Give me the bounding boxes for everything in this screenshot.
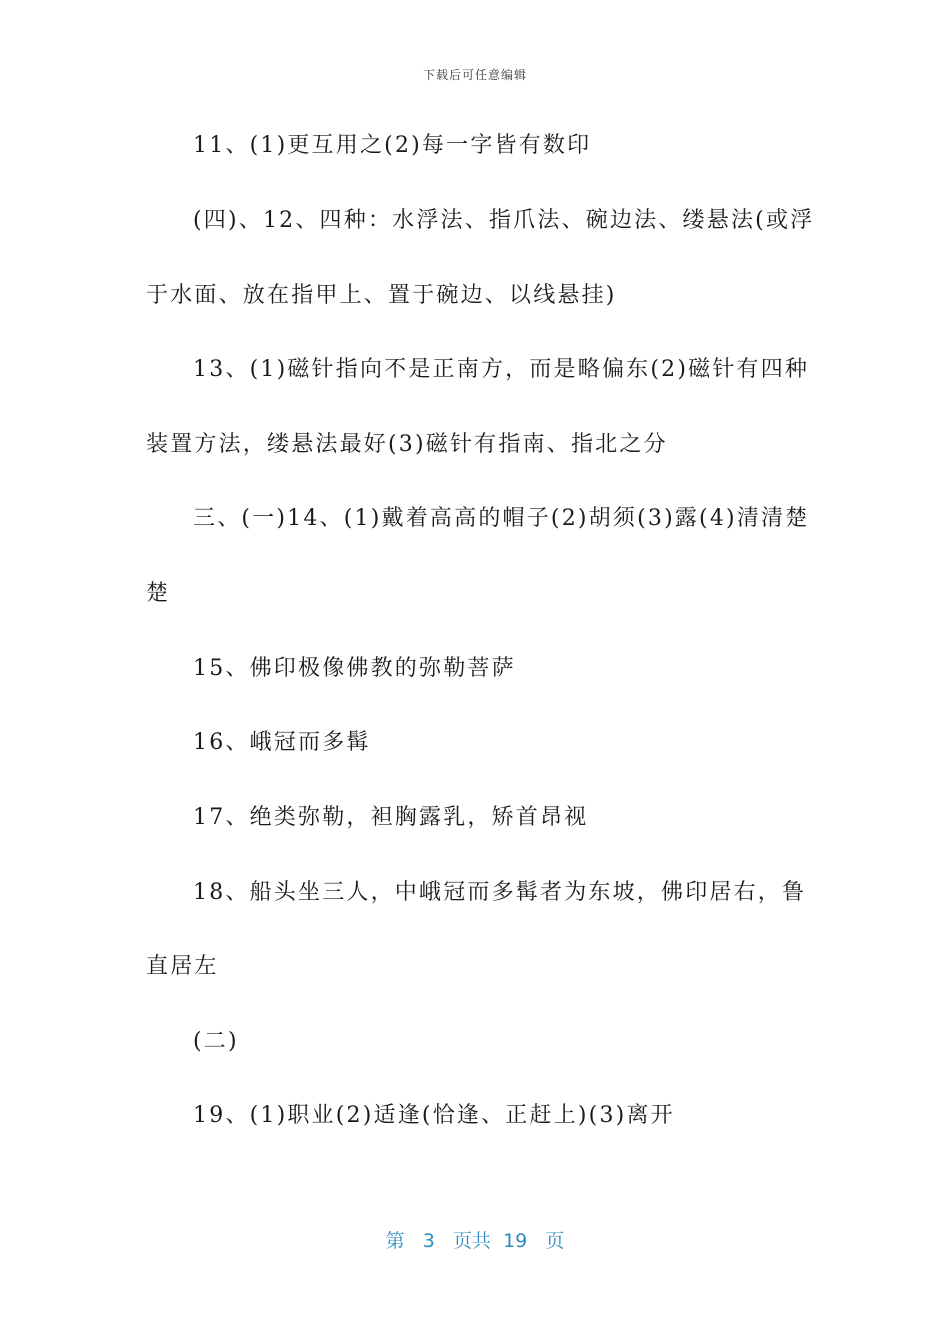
footer-middle: 页共 <box>452 1230 491 1252</box>
answer-line-13: 13、(1)磁针指向不是正南方，而是略偏东(2)磁针有四种 <box>193 357 810 382</box>
answer-line-13-cont: 装置方法，缕悬法最好(3)磁针有指南、指北之分 <box>146 432 668 457</box>
answer-line-11: 11、(1)更互用之(2)每一字皆有数印 <box>193 133 592 158</box>
answer-line-19: 19、(1)职业(2)适逢(恰逢、正赶上)(3)离开 <box>193 1103 675 1128</box>
answer-line-12-cont: 于水面、放在指甲上、置于碗边、以线悬挂) <box>146 283 617 308</box>
page-header: 下载后可任意编辑 <box>422 68 527 82</box>
answer-line-14-cont: 楚 <box>146 581 171 606</box>
answer-line-16: 16、峨冠而多髯 <box>193 730 371 755</box>
footer-suffix: 页 <box>545 1230 565 1252</box>
answer-line-18: 18、船头坐三人，中峨冠而多髯者为东坡，佛印居右，鲁 <box>193 880 807 905</box>
answer-line-15: 15、佛印极像佛教的弥勒菩萨 <box>193 656 516 681</box>
total-pages-number: 19 <box>503 1230 528 1252</box>
current-page-number: 3 <box>422 1230 435 1252</box>
answer-line-17: 17、绝类弥勒，袒胸露乳，矫首昂视 <box>193 805 589 830</box>
section-heading-two: (二) <box>193 1029 239 1054</box>
answer-line-14: 三、(一)14、(1)戴着高高的帽子(2)胡须(3)露(4)清清楚 <box>193 506 810 531</box>
page-footer <box>0 1226 950 1253</box>
answer-line-12: (四)、12、四种：水浮法、指爪法、碗边法、缕悬法(或浮 <box>193 208 815 233</box>
answer-line-18-cont: 直居左 <box>146 954 219 979</box>
footer-prefix: 第 <box>385 1230 405 1252</box>
